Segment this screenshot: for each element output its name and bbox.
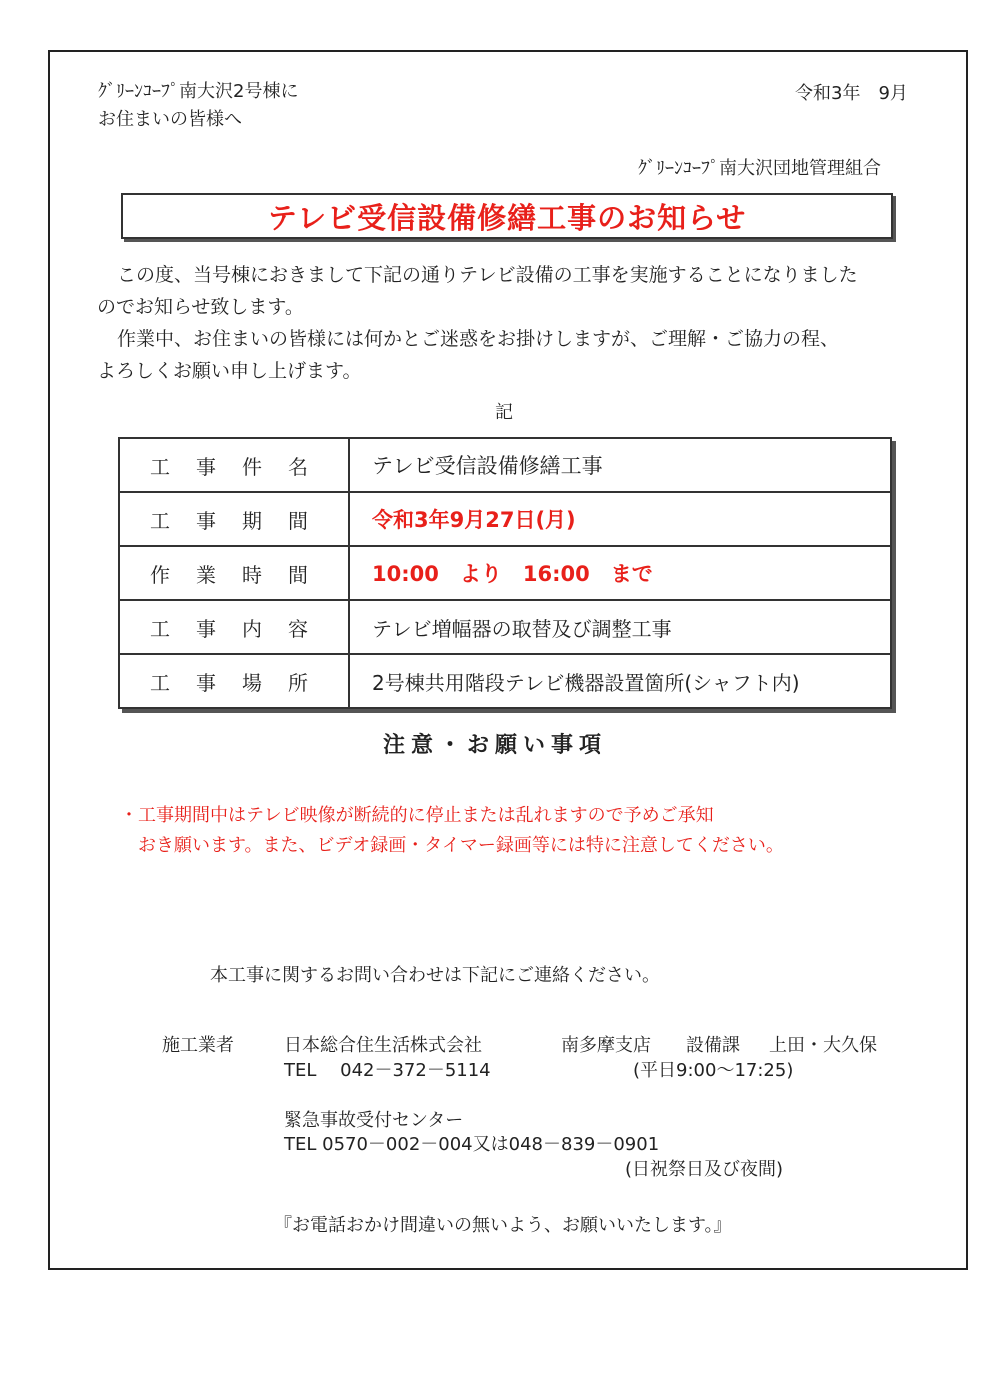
contractor-tel: TEL 042－372－5114 xyxy=(284,1060,491,1081)
emergency-hours: (日祝祭日及び夜間) xyxy=(625,1159,784,1180)
work-name-value: テレビ受信設備修繕工事 xyxy=(349,438,891,492)
notes-line1: ・工事期間中はテレビ映像が断続的に停止または乱れますので予めご承知 xyxy=(120,805,714,826)
notice-date: 令和3年 9月 xyxy=(795,83,908,104)
table-row xyxy=(119,600,891,654)
contact-intro: 本工事に関するお問い合わせは下記にご連絡ください。 xyxy=(210,965,660,986)
notes-heading: 注意・お願い事項 xyxy=(382,733,607,758)
recipient-line1: ｸﾞﾘｰﾝｺｰﾌﾟ南大沢2号棟に xyxy=(98,81,299,102)
notes-line2: おき願います。また、ビデオ録画・タイマー録画等には特に注意してください。 xyxy=(120,835,784,856)
notice-title: テレビ受信設備修繕工事のお知らせ xyxy=(121,193,893,239)
row-label: 作業時間 xyxy=(119,546,349,600)
table-row xyxy=(119,438,891,492)
notes-block xyxy=(120,801,784,861)
row-label: 工事場所 xyxy=(119,654,349,708)
ki-mark: 記 xyxy=(495,402,513,423)
branch-name: 南多摩支店 xyxy=(561,1035,651,1056)
intro-line2: のでお知らせ致します。 xyxy=(97,296,304,318)
table-row xyxy=(119,654,891,708)
contractor-label: 施工業者 xyxy=(162,1035,234,1056)
work-info-table xyxy=(118,437,892,709)
table-row xyxy=(119,492,891,546)
table-row xyxy=(119,546,891,600)
closing-note: 『お電話おかけ間違いの無いよう、お願いいたします。』 xyxy=(274,1215,732,1236)
row-label: 工事内容 xyxy=(119,600,349,654)
contact-persons: 上田・大久保 xyxy=(769,1035,877,1056)
intro-paragraph xyxy=(97,259,917,387)
recipient-line2: お住まいの皆様へ xyxy=(98,109,242,130)
intro-line3: 作業中、お住まいの皆様には何かとご迷惑をお掛けしますが、ご理解・ご協力の程、 xyxy=(117,328,840,350)
row-label: 工事件名 xyxy=(119,438,349,492)
contractor-hours: (平日9:00～17:25) xyxy=(633,1060,794,1081)
row-label: 工事期間 xyxy=(119,492,349,546)
work-content-value: テレビ増幅器の取替及び調整工事 xyxy=(349,600,891,654)
intro-line1: この度、当号棟におきまして下記の通りテレビ設備の工事を実施することになりました xyxy=(117,264,858,286)
dept-name: 設備課 xyxy=(686,1035,740,1056)
sender-name: ｸﾞﾘｰﾝｺｰﾌﾟ南大沢団地管理組合 xyxy=(638,158,881,179)
emergency-tel: TEL 0570－002－004又は048－839－0901 xyxy=(284,1134,660,1155)
work-period-value: 令和3年9月27日(月) xyxy=(349,492,891,546)
emergency-label: 緊急事故受付センター xyxy=(284,1110,464,1131)
company-name: 日本総合住生活株式会社 xyxy=(284,1035,482,1056)
intro-line4: よろしくお願い申し上げます。 xyxy=(97,360,362,382)
work-location-value: 2号棟共用階段テレビ機器設置箇所(シャフト内) xyxy=(349,654,891,708)
work-hours-value: 10:00 より 16:00 まで xyxy=(349,546,891,600)
